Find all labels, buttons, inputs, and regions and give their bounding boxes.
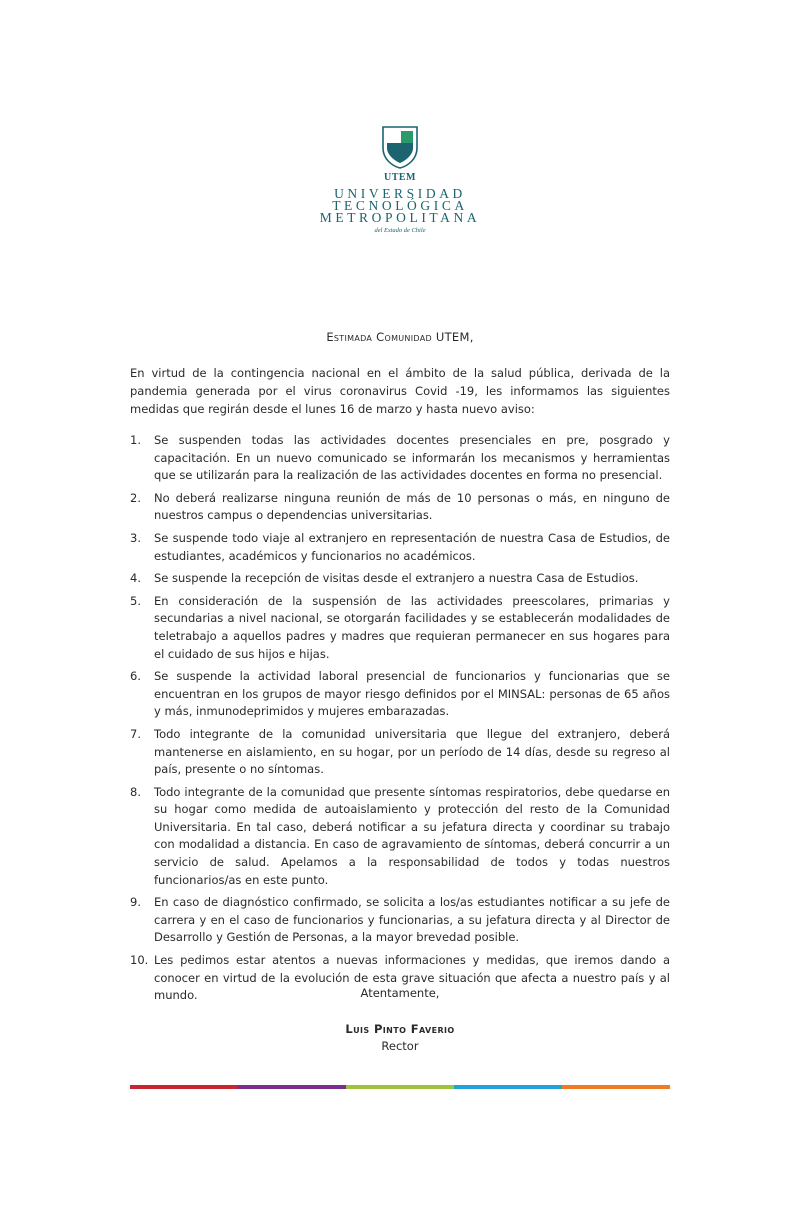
item-number: 6.	[130, 669, 141, 684]
item-text: Les pedimos estar atentos a nuevas informaciones y medidas, que iremos dando a conocer en virtud de la evolución de esta grave situación que afecta a nuestro país y al mundo.	[154, 953, 670, 1003]
list-item	[130, 432, 670, 485]
item-text: Se suspende la actividad laboral presencial de funcionarios y funcionarias que se encuentran en los grupos de mayor riesgo definidos por el MINSAL: personas de 65 años y más, inmunodeprimidos y mujeres embarazadas.	[154, 669, 670, 719]
letter-closing: Atentamente,	[360, 986, 440, 1000]
list-item	[130, 530, 670, 565]
utem-logo	[0, 124, 800, 234]
item-number: 7.	[130, 726, 141, 741]
signature-name: Luis Pinto Faverio	[345, 1022, 455, 1036]
color-bar-segment-orange	[562, 1085, 670, 1089]
item-number: 5.	[130, 593, 141, 608]
item-text: Todo integrante de la comunidad que presente síntomas respiratorios, debe quedarse en su hogar como medida de autoaislamiento y protección del resto de la Comunidad Universitaria. En tal caso, deberá notificar a su jefatura directa y coordinar su trabajo con modalidad a distancia. En caso de agravamiento de síntomas, deberá concurrir a un servicio de salud. Apelamos a la responsabilidad de todos y todas nuestros funcionarios/as en este punto.	[154, 784, 670, 887]
list-item	[130, 570, 670, 588]
item-number: 2.	[130, 490, 141, 505]
color-bar-segment-green	[346, 1085, 454, 1089]
color-bar-segment-red	[130, 1085, 238, 1089]
letter-greeting: Estimada Comunidad UTEM,	[326, 330, 474, 344]
item-text: En consideración de la suspensión de las actividades preescolares, primarias y secundarias a nivel nacional, se otorgarán facilidades y se establecerán modalidades de teletrabajo a aquellos padres y madres que requieran permanecer en sus hogares para el cuidado de sus hijos e hijas.	[154, 593, 670, 661]
item-text: En caso de diagnóstico confirmado, se solicita a los/as estudiantes notificar a su jefe de carrera y en el caso de funcionarios y funcionarias, a su jefatura directa y al Director de Desarrollo y Gestión de Personas, a la mayor brevedad posible.	[154, 895, 670, 945]
list-item	[130, 784, 670, 890]
letter-intro: En virtud de la contingencia nacional en el ámbito de la salud pública, derivada de la pandemia generada por el virus coronavirus Covid -19, les informamos las siguientes medidas que regirán desde el lunes 16 de marzo y hasta nuevo aviso:	[130, 366, 670, 416]
color-bar-segment-purple	[238, 1085, 346, 1089]
item-number: 1.	[130, 433, 141, 447]
measures-list	[130, 432, 670, 1010]
item-number: 9.	[130, 895, 141, 910]
item-text: Se suspenden todas las actividades docentes presenciales en pre, posgrado y capacitación. En un nuevo comunicado se informarán los mecanismos y herramientas que se utilizarán para la realización de las actividades docentes en forma no presencial.	[154, 433, 670, 483]
item-number: 4.	[130, 571, 141, 586]
item-text: Todo integrante de la comunidad universitaria que llegue del extranjero, deberá mantenerse en aislamiento, en su hogar, por un período de 14 días, desde su regreso al país, presente o no síntomas.	[154, 726, 670, 777]
item-number: 10.	[130, 953, 149, 968]
list-item	[130, 894, 670, 947]
signature-role: Rector	[381, 1039, 419, 1053]
logo-name-line-1: UNIVERSIDAD	[334, 186, 466, 201]
utem-shield-icon	[380, 124, 420, 170]
item-text: Se suspende la recepción de visitas desde el extranjero a nuestra Casa de Estudios.	[154, 571, 639, 586]
list-item	[130, 668, 670, 721]
logo-name-line-3: METROPOLITANA	[319, 210, 481, 225]
logo-name-line-2: TECNOLÓGICA	[332, 198, 468, 213]
logo-subtitle: del Estado de Chile	[374, 227, 426, 234]
item-number: 8.	[130, 784, 141, 799]
footer-color-bar	[130, 1085, 670, 1089]
color-bar-segment-blue	[454, 1085, 562, 1089]
list-item	[130, 490, 670, 525]
item-number: 3.	[130, 530, 141, 545]
list-item	[130, 593, 670, 663]
list-item	[130, 726, 670, 779]
item-text: Se suspende todo viaje al extranjero en representación de nuestra Casa de Estudios, de estudiantes, académicos y funcionarios no académicos.	[154, 530, 670, 563]
logo-abbreviation: UTEM	[384, 172, 416, 183]
item-text: No deberá realizarse ninguna reunión de más de 10 personas o más, en ninguno de nuestros campus o dependencias universitarias.	[154, 490, 670, 523]
